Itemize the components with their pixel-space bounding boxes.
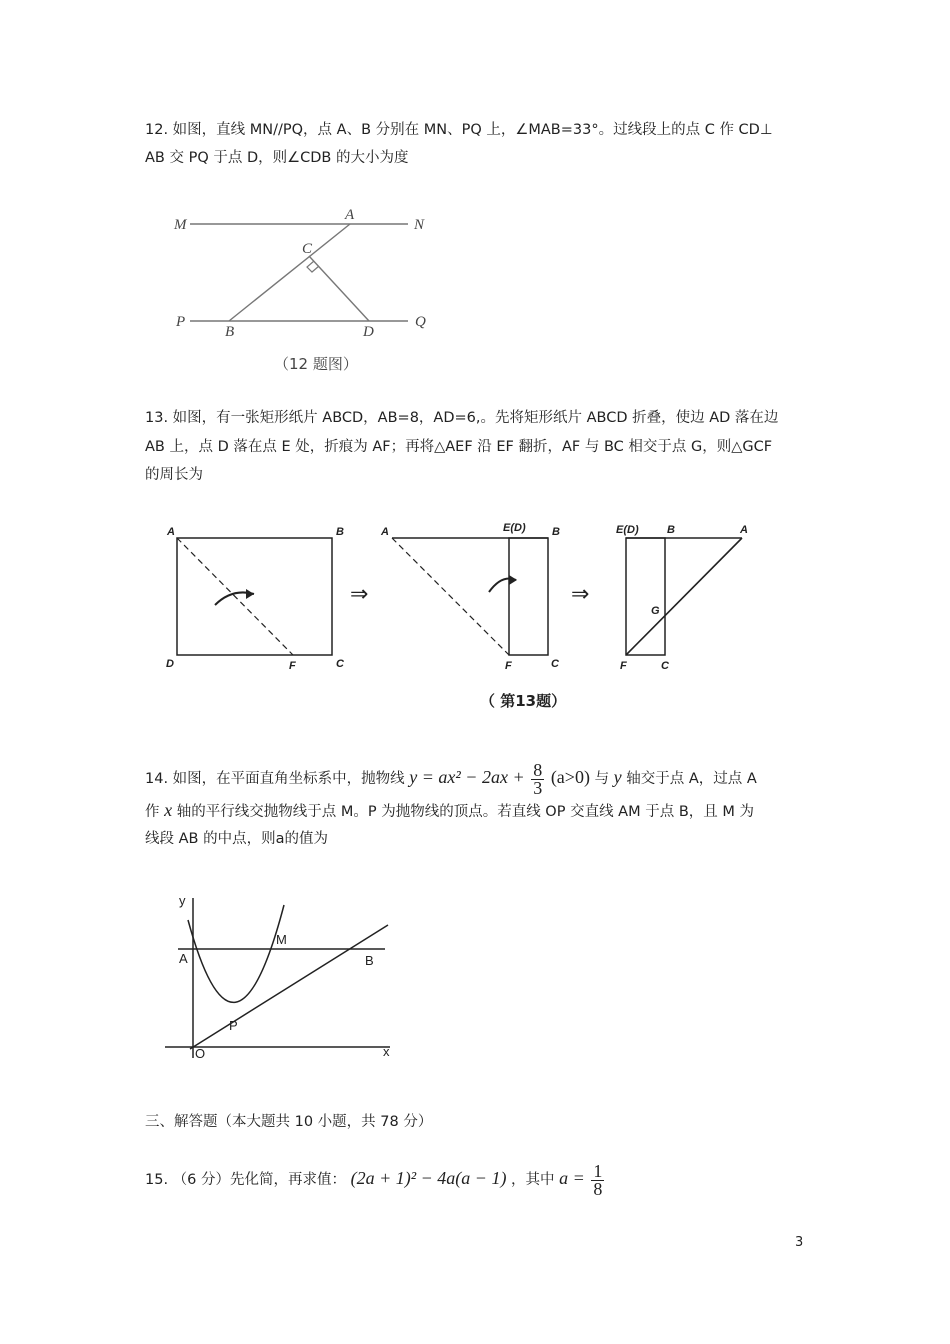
q14-fraction (531, 759, 544, 798)
q15-line (145, 1158, 606, 1198)
q13-f2-label-b: B (552, 526, 560, 538)
q13-f2-label-e: E(D) (503, 522, 526, 534)
q12-line-2: AB 交 PQ 于点 D，则∠CDB 的大小为度 (145, 150, 409, 166)
q15-fraction-numerator: 1 (593, 1160, 603, 1181)
q14-label-o: O (195, 1046, 206, 1061)
q15-mid: ，其中 (511, 1172, 555, 1188)
q13-f2-label-f: F (505, 660, 512, 672)
q13-f3-label-f: F (620, 660, 627, 672)
q15-expression: (2a + 1)² − 4a(a − 1) (350, 1168, 507, 1188)
q14-figure (160, 890, 410, 1070)
q14-line-2 (145, 800, 754, 822)
q13-f1-label-f: F (289, 660, 296, 672)
q15-fraction (591, 1160, 604, 1199)
q14-suffix-1: 与 (594, 771, 610, 787)
q14-condition: (a>0) (550, 767, 590, 787)
q14-label-b: B (365, 953, 374, 968)
q14-line-1 (145, 759, 757, 798)
q15-a-var: a = (559, 1168, 585, 1188)
q14-label-y: y (179, 893, 186, 908)
q13-f1-label-a: A (167, 526, 175, 538)
q14-formula: y = ax² − 2ax + (409, 767, 525, 787)
page-number: 3 (795, 1235, 804, 1250)
q13-line-2: AB 上，点 D 落在点 E 处，折痕为 AF；再将△AEF 沿 EF 翻折，AF 与 BC 相交于点 G，则△GCF (145, 439, 773, 455)
q14-label-a: A (179, 951, 188, 966)
q14-line2-b: 轴的平行线交抛物线于点 M。P 为抛物线的顶点。若直线 OP 交直线 AM 于点 B，且 M 为 (176, 804, 754, 820)
q12-label-n: N (414, 217, 425, 233)
q14-fraction-denominator: 3 (533, 777, 543, 798)
q13-line-1: 13. 如图，有一张矩形纸片 ABCD，AB=8，AD=6,。先将矩形纸片 ABCD 折叠，使边 AD 落在边 (145, 410, 779, 426)
q13-f3-label-c: C (661, 660, 669, 672)
q14-label-x: x (383, 1044, 390, 1059)
q14-line2-a: 作 (145, 804, 160, 820)
q13-f1-label-b: B (336, 526, 344, 538)
q12-line-1: 12. 如图，直线 MN//PQ，点 A、B 分别在 MN、PQ 上，∠MAB=33°。过线段上的点 C 作 CD⊥ (145, 122, 773, 138)
q14-suffix-2: 轴交于点 A，过点 A (626, 771, 757, 787)
q13-f3-label-e: E(D) (616, 524, 639, 536)
q13-f2-label-a: A (381, 526, 389, 538)
q13-f3-label-b: B (667, 524, 675, 536)
q12-label-m: M (174, 217, 187, 233)
q13-f3-label-g: G (651, 605, 660, 617)
q12-label-d: D (363, 324, 374, 340)
q13-f2-label-c: C (551, 658, 559, 670)
q15-prefix: 15. （6 分）先化简，再求值： (145, 1172, 347, 1188)
q13-f1-label-d: D (166, 658, 174, 670)
q14-x-var: x (164, 800, 173, 820)
q15-fraction-denominator: 8 (593, 1178, 603, 1199)
q14-fraction-numerator: 8 (533, 759, 543, 780)
q13-line-3: 的周长为 (145, 467, 203, 483)
q14-y-var: y (613, 767, 622, 787)
q14-label-m: M (276, 932, 287, 947)
q12-label-c: C (302, 241, 313, 257)
q13-figure (160, 520, 770, 715)
q14-line-3: 线段 AB 的中点，则a的值为 (145, 831, 328, 847)
q13-f3-label-a: A (740, 524, 748, 536)
q14-prefix: 14. 如图，在平面直角坐标系中，抛物线 (145, 771, 405, 787)
q12-label-q: Q (415, 314, 426, 330)
q12-caption: （12 题图） (274, 355, 358, 373)
section-3-heading: 三、解答题（本大题共 10 小题，共 78 分） (145, 1114, 433, 1130)
q12-label-a: A (345, 207, 355, 223)
q12-figure (170, 205, 450, 380)
q13-arrow-1: ⇒ (350, 581, 369, 606)
q12-label-b: B (225, 324, 235, 340)
q14-label-p: P (229, 1018, 238, 1033)
q13-f1-label-c: C (336, 658, 344, 670)
q13-caption: （ 第13题） (480, 692, 567, 710)
q12-label-p: P (176, 314, 186, 330)
q13-arrow-2: ⇒ (571, 581, 590, 606)
